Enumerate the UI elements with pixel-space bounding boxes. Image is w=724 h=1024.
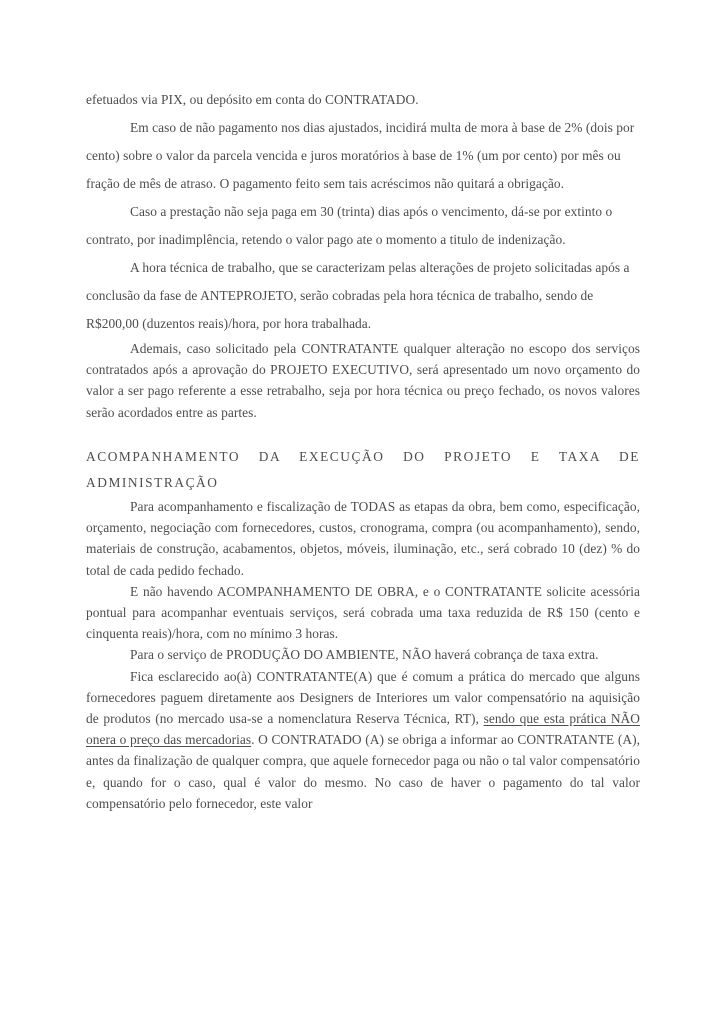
paragraph-continuation: efetuados via PIX, ou depósito em conta do CONTRATADO. — [86, 92, 419, 107]
reserva-tecnica-text-part-1: Fica esclarecido ao(à) CONTRATANTE(A) que é comum a prática do mercado que alguns fornecedores paguem diretamente aos Designers de Interiores um valor compensatório na aquisição de produtos (no mercado usa-se a nomenclatura Reserva Técnica, RT), — [86, 668, 640, 727]
paragraph-fiscalizacao: Para acompanhamento e fiscalização de TODAS as etapas da obra, bem como, especificação, orçamento, negociação com fornecedores, custos, cronograma, compra (ou acompanhamento), sendo, materiais de construção, acabamentos, objetos, móveis, iluminação, etc., será cobrado 10 (dez) % do total de cada pedido fechado. — [86, 499, 640, 578]
justified-text-block — [86, 338, 640, 814]
paragraph-producao-ambiente: Para o serviço de PRODUÇÃO DO AMBIENTE, NÃO haverá cobrança de taxa extra. — [130, 647, 599, 663]
document-body — [86, 86, 640, 814]
paragraph-hora-tecnica: A hora técnica de trabalho, que se caracterizam pelas alterações de projeto solicitadas após a conclusão da fase de ANTEPROJETO, serão cobradas pela hora técnica de trabalho, sendo de R$200,00 (duzentos reais)/hora, por hora trabalhada. — [86, 260, 630, 331]
spacer-before-heading — [86, 423, 640, 444]
paragraph-sem-acompanhamento: E não havendo ACOMPANHAMENTO DE OBRA, e o CONTRATANTE solicite acessória pontual para acompanhar eventuais serviços, será cobrada uma taxa reduzida de R$ 150 (cento e cinquenta reais)/hora, com no mínimo 3 horas. — [86, 583, 640, 642]
paragraph-reserva-tecnica — [86, 666, 640, 814]
reserva-tecnica-underlined-clause: sendo que esta prática NÃO onera o preço das mercadorias — [86, 711, 640, 748]
paragraph-extincao-contrato: Caso a prestação não seja paga em 30 (trinta) dias após o vencimento, dá-se por extinto o contrato, por inadimplência, retendo o valor pago ate o momento a titulo de indenização. — [86, 204, 613, 247]
reserva-tecnica-text-part-2: . O CONTRATADO (A) se obriga a informar ao CONTRATANTE (A), antes da finalização de qualquer compra, que aquele fornecedor paga ou não o tal valor compensatório e, quando for o caso, qual é valor do mesmo. No caso de haver o pagamento do tal valor compensatório pelo fornecedor, este valor — [86, 732, 640, 811]
section-heading-line-1: ACOMPANHAMENTO DA EXECUÇÃO DO PROJETO E TAXA DE — [86, 449, 640, 464]
top-text-block — [86, 86, 640, 338]
paragraph-multa-mora: Em caso de não pagamento nos dias ajustados, incidirá multa de mora à base de 2% (dois por cento) sobre o valor da parcela vencida e juros moratórios à base de 1% (um por cento) por mês ou fração de mês de atraso. O pagamento feito sem tais acréscimos não quitará a obrigação. — [86, 120, 635, 191]
section-heading-line-2: ADMINISTRAÇÃO — [86, 475, 219, 490]
section-heading — [86, 444, 640, 496]
paragraph-ademais: Ademais, caso solicitado pela CONTRATANTE qualquer alteração no escopo dos serviços contratados após a aprovação do PROJETO EXECUTIVO, será apresentado um novo orçamento do valor a ser pago referente a esse retrabalho, seja por hora técnica ou preço fechado, os novos valores serão acordados entre as partes. — [86, 341, 640, 420]
